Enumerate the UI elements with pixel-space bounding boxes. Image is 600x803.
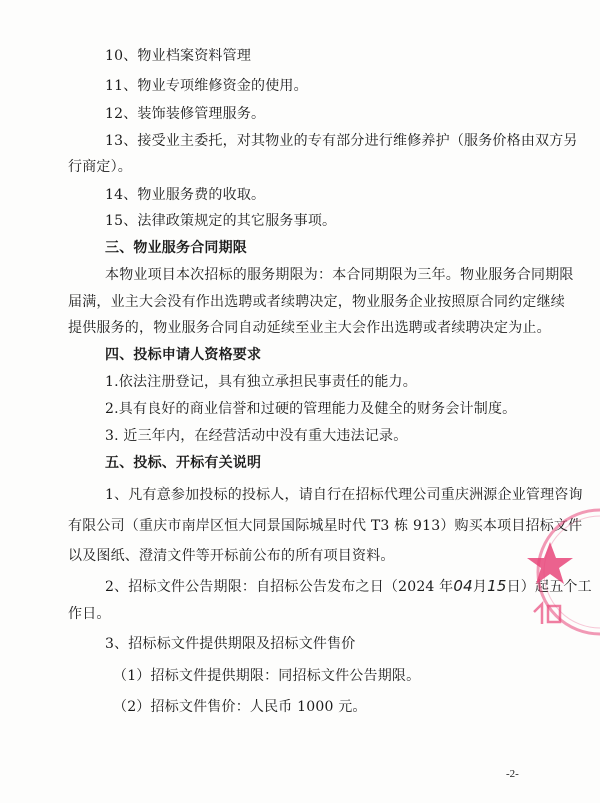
date-text: 2、招标文件公告期限：自招标公告发布之日（2024 年	[105, 579, 454, 595]
text-line: 13、接受业主委托，对其物业的专有部分进行维修养护（服务价格由双方另	[105, 133, 578, 149]
text-line: （2）招标文件售价：人民币 1000 元。	[113, 699, 367, 715]
text-line	[105, 576, 592, 597]
handwritten-day: 15	[487, 577, 507, 595]
date-text-end: 日）起五个工	[506, 579, 592, 595]
red-seal-stamp	[520, 500, 600, 640]
text-line: 11、物业专项维修资金的使用。	[105, 78, 308, 94]
text-line: 行商定）。	[68, 159, 132, 175]
handwritten-month: 04	[453, 577, 473, 595]
month-char: 月	[472, 579, 488, 595]
text-line: 3. 近三年内，在经营活动中没有重大违法记录。	[105, 428, 408, 444]
section-heading: 三、物业服务合同期限	[105, 240, 247, 256]
section-heading: 五、投标、开标有关说明	[105, 455, 262, 471]
text-line: 3、招标标文件提供期限及招标文件售价	[105, 636, 356, 652]
text-line: 14、物业服务费的收取。	[105, 187, 266, 203]
text-line: 12、装饰装修管理服务。	[105, 106, 266, 122]
text-line: 本物业项目本次招标的服务期限为：本合同期限为三年。物业服务合同期限	[105, 267, 574, 283]
section-heading: 四、投标申请人资格要求	[105, 347, 262, 363]
text-line: 提供服务的，物业服务合同自动延续至业主大会作出选聘或者续聘决定为止。	[68, 320, 551, 336]
text-line: 有限公司（重庆市南岸区恒大同景国际城星时代 T3 栋 913）购买本项目招标文件	[68, 518, 583, 534]
text-line: 作日。	[68, 606, 111, 622]
text-line: 1.依法注册登记，具有独立承担民事责任的能力。	[105, 374, 417, 390]
text-line: 2.具有良好的商业信誉和过硬的管理能力及健全的财务会计制度。	[105, 401, 517, 417]
text-line: （1）招标文件提供期限：同招标文件公告期限。	[113, 668, 421, 684]
text-line: 1、凡有意参加投标的投标人，请自行在招标代理公司重庆洲源企业管理咨询	[105, 487, 583, 503]
text-line: 15、法律政策规定的其它服务事项。	[105, 213, 337, 229]
text-line: 届满，业主大会没有作出选聘或者续聘决定，物业服务企业按照原合同约定继续	[68, 294, 565, 310]
text-line: 以及图纸、澄清文件等开标前公布的所有项目资料。	[68, 548, 395, 564]
page-number: -2-	[506, 768, 519, 780]
text-line: 10、物业档案资料管理	[105, 48, 252, 64]
